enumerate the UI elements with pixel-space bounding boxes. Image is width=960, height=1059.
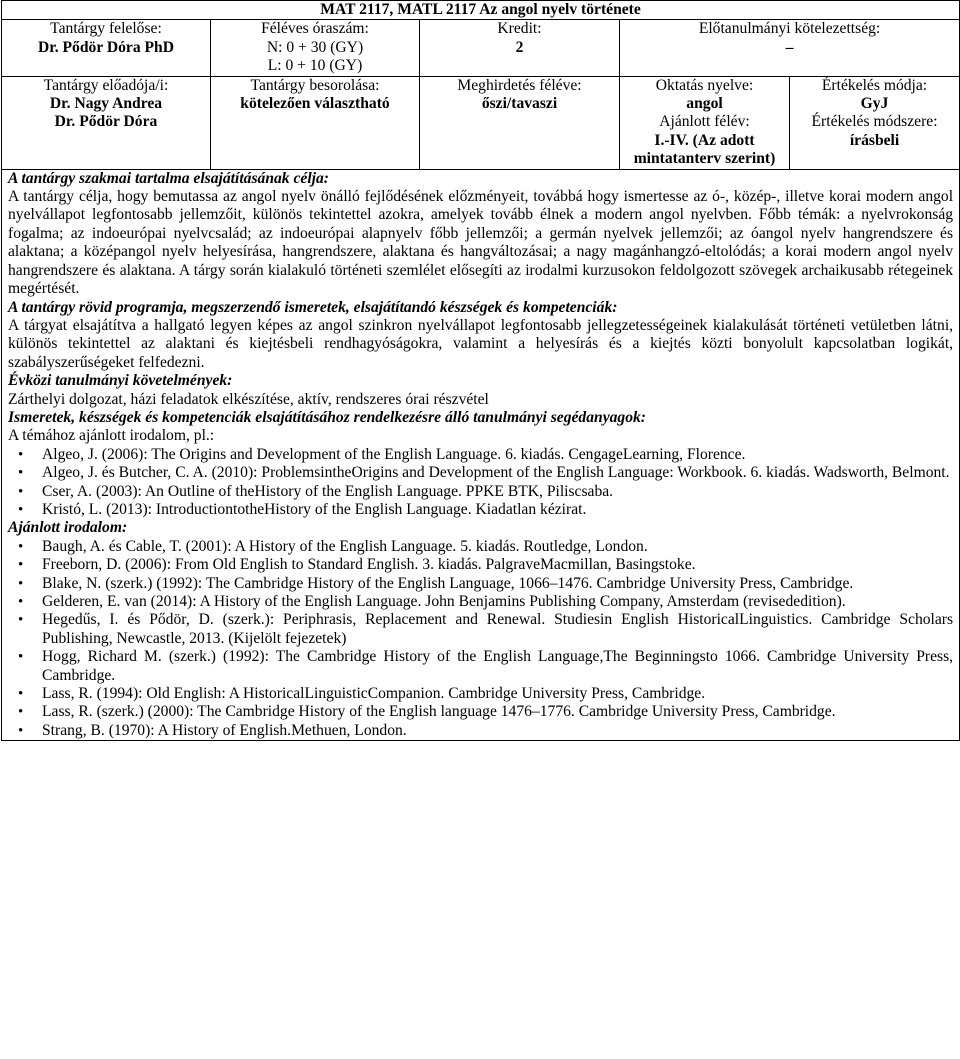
course-title: MAT 2117, MATL 2117 Az angol nyelv története	[2, 1, 960, 20]
hours-cell	[211, 20, 420, 76]
hours-l: L: 0 + 10 (GY)	[267, 57, 363, 75]
recommended-semester-label: Ajánlott félév:	[659, 113, 750, 131]
category-label: Tantárgy besorolása:	[250, 76, 380, 94]
prereq-label: Előtanulmányi kötelezettség:	[698, 20, 881, 38]
hours-n: N: 0 + 30 (GY)	[266, 38, 364, 56]
recommended-list	[8, 538, 953, 740]
list-item: • Lass, R. (1994): Old English: A HistoricalLinguisticCompanion. Cambridge University Press, Cambridge.	[42, 685, 953, 703]
list-item: • Hogg, Richard M. (szerk.) (1992): The Cambridge History of the English Language,The Beginningsto 1066. Cambridge University Press, Cambridge.	[42, 648, 953, 685]
recommended-title: Ajánlott irodalom:	[8, 519, 128, 537]
evaluation-method-label: Értékelés módszere:	[811, 113, 938, 131]
list-item: • Blake, N. (szerk.) (1992): The Cambridge History of the English Language, 1066–1476. Cambridge University Press, Cambridge.	[42, 575, 953, 593]
list-item: • Baugh, A. és Cable, T. (2001): A History of the English Language. 5. kiadás. Routledge, London.	[42, 538, 953, 556]
semester-cell	[420, 76, 620, 169]
list-item: • Cser, A. (2003): An Outline of theHistory of the English Language. PPKE BTK, Piliscsaba.	[42, 483, 953, 501]
list-item: • Strang, B. (1970): A History of English.Methuen, London.	[42, 722, 953, 740]
credit-label: Kredit:	[497, 20, 542, 38]
language-value: angol	[686, 95, 723, 113]
list-item: • Hegedűs, I. és Pődör, D. (szerk.): Periphrasis, Replacement and Renewal. Studiesin English HistoricalLinguistics. Cambridge Scholars Publishing, Newcastle, 2013. (Kijelölt fejezetek)	[42, 611, 953, 648]
list-item: • Freeborn, D. (2006): From Old English to Standard English. 3. kiadás. PalgraveMacmillan, Basingstoke.	[42, 556, 953, 574]
recommended-semester-value: I.-IV. (Az adott mintatanterv szerint)	[633, 131, 776, 168]
requirements-text: Zárthelyi dolgozat, házi feladatok elkészítése, aktív, rendszeres órai részvétel	[8, 390, 489, 408]
resources-title: Ismeretek, készségek és kompetenciák elsajátításához rendelkezésre álló tanulmányi segédanyagok:	[8, 408, 646, 426]
program-title: A tantárgy rövid programja, megszerzendő ismeretek, elsajátítandó készségek és kompetenciák:	[8, 298, 618, 316]
language-cell	[620, 76, 790, 169]
lecturer-cell	[2, 76, 211, 169]
responsible-cell	[2, 20, 211, 76]
lecturer-label: Tantárgy előadója/i:	[43, 76, 169, 94]
list-item: • Algeo, J. (2006): The Origins and Development of the English Language. 6. kiadás. CengageLearning, Florence.	[42, 446, 953, 464]
evaluation-type-label: Értékelés módja:	[821, 76, 928, 94]
responsible-value: Dr. Pődör Dóra PhD	[37, 38, 174, 56]
responsible-label: Tantárgy felelőse:	[50, 20, 162, 38]
content-cell	[2, 169, 960, 741]
prereq-cell	[620, 20, 960, 76]
resources-intro: A témához ajánlott irodalom, pl.:	[8, 427, 215, 445]
prereq-value: –	[785, 38, 794, 56]
program-text: A tárgyat elsajátítva a hallgató legyen képes az angol szinkron nyelvállapot legfontosabb jellegzetességeinek kialakulását történeti vetületben látni, különös tekintettel az alaktani és kiejtésbeli rendhagyóságokra, valamint a helyesírás és a kiejtés közti bonyolult kapcsolatban logikát, szabályszerűségeket felfedezni.	[8, 316, 954, 371]
list-item: • Kristó, L. (2013): IntroductiontotheHistory of the English Language. Kiadatlan kézirat.	[42, 501, 953, 519]
hours-label: Féléves óraszám:	[261, 20, 369, 38]
requirements-title: Évközi tanulmányi követelmények:	[8, 372, 233, 390]
semester-label: Meghirdetés féléve:	[457, 76, 582, 94]
category-cell	[211, 76, 420, 169]
lecturer-2: Dr. Pődör Dóra	[54, 113, 158, 131]
category-value: kötelezően választható	[240, 95, 390, 113]
evaluation-method-value: írásbeli	[849, 131, 900, 149]
language-label: Oktatás nyelve:	[655, 76, 754, 94]
course-sheet-table	[1, 0, 960, 741]
list-item: • Lass, R. (szerk.) (2000): The Cambridge History of the English language 1476–1776. Cambridge University Press, Cambridge.	[42, 703, 953, 721]
list-item: • Gelderen, E. van (2014): A History of the English Language. John Benjamins Publishing Company, Amsterdam (revisededition).	[42, 593, 953, 611]
semester-value: őszi/tavaszi	[481, 95, 558, 113]
goal-title: A tantárgy szakmai tartalma elsajátításának célja:	[8, 169, 329, 187]
resources-list	[8, 446, 953, 520]
list-item: • Algeo, J. és Butcher, C. A. (2010): ProblemsintheOrigins and Development of the English Language: Workbook. 6. kiadás. Wadsworth, Belmont.	[42, 464, 953, 482]
evaluation-type-value: GyJ	[860, 95, 889, 113]
goal-text: A tantárgy célja, hogy bemutassa az angol nyelv önálló fejlődésének előzményeit, továbbá hogy ismertesse az ó-, közép-, illetve korai modern angol nyelvállapot legfontosabb jellemzőit, különös tekintettel azokra, amelyek tovább élnek a modern angol nyelvben. Főbb témák: a nyelvrokonság fogalma; az indoeurópai nyelvcsalád; az indoeurópai alapnyelv főbb jellemzői; a germán nyelvek jellemzői; az óangol nyelv hangrendszere és alaktana; a középangol nyelv helyesírása, hangrendszere, alaktana és hangváltozásai; a nagy magánhangzó-eltolódás; a korai modern angol nyelv hangrendszere és alaktana. A tárgy során kialakuló történeti szemlélet elősegíti az irodalmi kurzusokon feldolgozott szövegek archaikusabb rétegeinek megértését.	[8, 188, 954, 298]
credit-value: 2	[515, 38, 524, 56]
credit-cell	[420, 20, 620, 76]
lecturer-1: Dr. Nagy Andrea	[49, 95, 163, 113]
evaluation-cell	[790, 76, 960, 169]
